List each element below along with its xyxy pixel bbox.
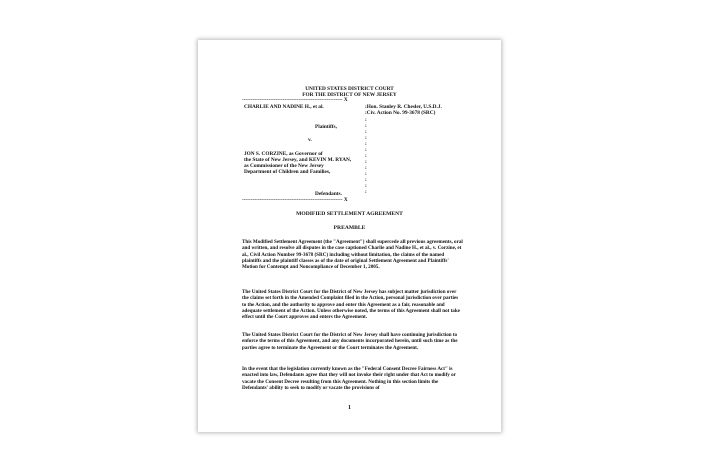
plaintiffs-name: CHARLIE AND NADINE H., et al. [244,104,324,110]
caption-colon: : [365,159,367,165]
plaintiffs-label: Plaintiffs, [315,124,337,130]
caption-colon: : [365,135,367,141]
caption-colon: : [365,141,367,147]
caption-colon: : [365,104,367,110]
court-title-line1: UNITED STATES DISTRICT COURT [305,86,394,92]
caption-bottom-rule: --------------------------------------------------------- X [242,197,348,203]
paragraph-4: In the event that the legislation currently known as the "Federal Consent Decree Fairness Act" is enacted into law, Defendants agree that they will not invoke their right under that Act to modify or vacate the Consent Decree resulting from this Agreement. Nothing in this section limits the Defendants' ability to seek to modify or vacate the provisions of [242,366,456,391]
caption-colon-column [365,117,367,195]
document-page [198,40,501,432]
caption-colon: : [365,153,367,159]
defendant-line-2: the State of New Jersey, and KEVIN M. RYAN, [244,157,352,163]
agreement-title: MODIFIED SETTLEMENT AGREEMENT [296,211,403,217]
caption-colon: : [365,117,367,123]
defendants-label: Defendants. [315,191,342,197]
paragraph-2: The United States District Court for the District of New Jersey has subject matter jurisdiction over the claims set forth in the Amended Complaint filed in the Action, personal jurisdiction over parties to the Action, and the authority to approve and enter this Agreement as a fair, reasonable and adequate settlement of the Action. Unless otherwise noted, the terms of this Agreement shall not take effect until the Court approves and enters the Agreement. [242,289,460,321]
versus-label: v. [308,137,312,143]
caption-colon: : [365,177,367,183]
caption-colon: : [365,123,367,129]
caption-colon: : [365,183,367,189]
preamble-title: PREAMBLE [333,225,366,231]
defendant-line-1: JON S. CORZINE, as Governor of [244,151,323,157]
civil-action-number: :Civ. Action No. 99-3678 (SRC) [365,110,436,116]
caption-colon: : [365,147,367,153]
caption-colon: : [365,129,367,135]
court-title-line2: FOR THE DISTRICT OF NEW JERSEY [302,92,397,98]
caption-colon: : [365,110,367,116]
caption-top-rule: --------------------------------------------------------- X [242,97,348,103]
paragraph-3: The United States District Court for the District of New Jersey shall have continuing jurisdiction to enforce the terms of this Agreement, and any documents incorporated herein, until such time as the parties agree to terminate the Agreement or the Court terminates the Agreement. [242,332,458,351]
defendant-line-4: Department of Children and Families, [244,169,331,175]
caption-colon: : [365,189,367,195]
defendant-line-3: as Commissioner of the New Jersey [244,163,324,169]
judge-name: :Hon. Stanley R. Chesler, U.S.D.J. [365,104,442,110]
caption-colon: : [365,171,367,177]
paragraph-1: This Modified Settlement Agreement (the "Agreement") shall supercede all previous agreements, oral and written, and resolve all disputes in the case captioned Charlie and Nadine H., et al., v. Corzine, et al., Civil Action Number 99-3678 (SRC) including without limitation, the claims of the named plaintiffs and the plaintiff classes as of the date of original Settlement Agreement and Plaintiffs' Motion for Contempt and Noncompliance of December 1, 2005. [242,239,463,271]
page-number: 1 [348,405,351,411]
caption-colon: : [365,165,367,171]
